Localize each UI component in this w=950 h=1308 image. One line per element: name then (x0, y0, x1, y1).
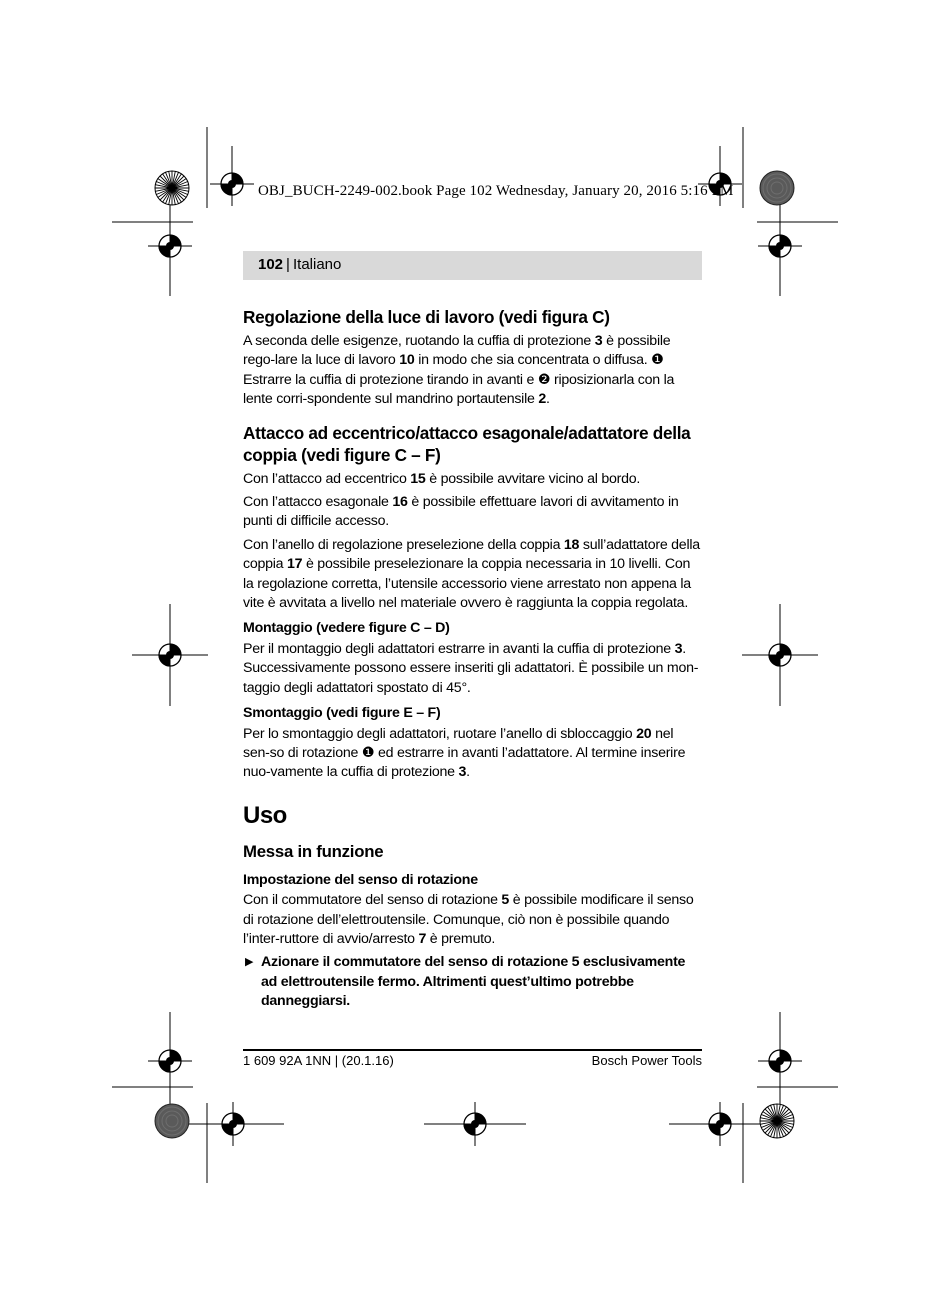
header-language: Italiano (293, 256, 342, 273)
paragraph-mounting: Per il montaggio degli adattatori estrarre in avanti la cuffia di protezione 3. Successivamente possono essere inseriti gli adattatori. È possibile un mon-taggio degli adattatori spostato di 45°. (243, 640, 699, 696)
file-slug: OBJ_BUCH-2249-002.book Page 102 Wednesday, January 20, 2016 5:16 PM (258, 183, 734, 199)
paragraph-eccentric: Con l’attacco ad eccentrico 15 è possibile avvitare vicino al bordo. (243, 470, 641, 487)
header-separator: | (286, 256, 290, 273)
footer-brand: Bosch Power Tools (591, 1053, 702, 1068)
footer-rule (243, 1049, 702, 1051)
heading-start-up: Messa in funzione (243, 841, 384, 861)
step-1-icon: ❶ (361, 744, 375, 761)
paragraph-torque: Con l’anello di regolazione preselezione della coppia 18 sull’adattatore della coppia 17 è possibile preselezionare la coppia necessaria in 10 livelli. Con la regolazione corretta, l’utensile accessorio viene arrestato non appena la vite è avvitata a livello nel materiale ovvero è raggiunta la coppia regolata. (243, 536, 700, 612)
warning-rotation: ▶ Azionare il commutatore del senso di rotazione 5 esclusivamente ad elettroutensile fermo. Altrimenti quest’ultimo potrebbe danneggiarsi. (245, 954, 686, 1010)
step-2-icon: ❷ (537, 371, 551, 388)
heading-uso: Uso (243, 801, 287, 829)
paragraph-work-light: A seconda delle esigenze, ruotando la cuffia di protezione 3 è possibile rego-lare la luce di lavoro 10 in modo che sia concentrata o diffusa. ❶ Estrarre la cuffia di protezione tirando in avanti e ❷ riposizionarla con la lente corri-spondente sul mandrino portautensile 2. (243, 333, 675, 408)
heading-dismounting: Smontaggio (vedi figure E – F) (243, 705, 441, 722)
paragraph-hex: Con l’attacco esagonale 16 è possibile effettuare lavori di avvitamento in punti di difficile accesso. (243, 494, 679, 530)
warning-arrow-icon: ▶ (245, 956, 254, 969)
step-1-icon: ❶ (651, 352, 664, 369)
heading-rotation: Impostazione del senso di rotazione (243, 871, 478, 888)
footer-code: 1 609 92A 1NN | (20.1.16) (243, 1053, 394, 1068)
page-header (243, 251, 702, 280)
heading-work-light: Regolazione della luce di lavoro (vedi figura C) (243, 307, 610, 327)
heading-mounting: Montaggio (vedere figure C – D) (243, 620, 450, 637)
paragraph-dismounting: Per lo smontaggio degli adattatori, ruotare l’anello di sbloccaggio 20 nel sen-so di rotazione ❶ ed estrarre in avanti l’adattatore. Al termine inserire nuo-vamente la cuffia di protezione 3. (243, 725, 686, 781)
page-number: 102 (258, 256, 284, 273)
paragraph-rotation: Con il commutatore del senso di rotazione 5 è possibile modificare il senso di rotazione dell’elettroutensile. Comunque, ciò non è possibile quando l’inter-ruttore di avvio/arresto 7 è premuto. (243, 892, 694, 947)
page-content (243, 306, 703, 1016)
heading-attachments: Attacco ad eccentrico/attacco esagonale/adattatore della coppia (vedi figure C – F) (243, 422, 691, 465)
